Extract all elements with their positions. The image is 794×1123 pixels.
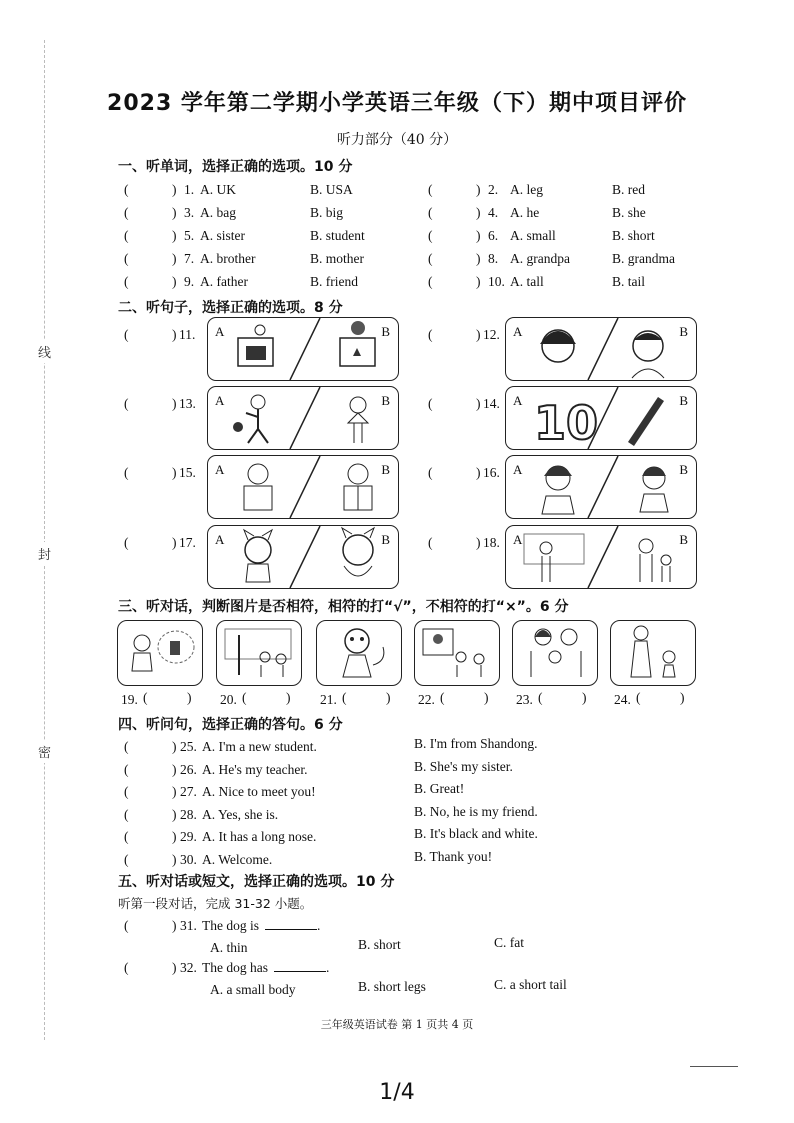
stem-text: The dog is: [202, 918, 259, 933]
option-a[interactable]: A. He's my teacher.: [202, 761, 308, 777]
answer-paren-close[interactable]: ): [172, 182, 177, 197]
question-number: 2.: [488, 182, 499, 197]
answer-paren-open[interactable]: (: [124, 739, 129, 754]
picture-choice-box: [505, 386, 697, 450]
picture-pair-illustration: [506, 387, 696, 449]
picture-card: [414, 620, 500, 686]
answer-paren-open[interactable]: (: [428, 228, 433, 243]
option-b[interactable]: B. tail: [612, 274, 645, 289]
question-number: 1.: [184, 182, 195, 197]
question-number: 8.: [488, 251, 499, 266]
side-mark: 线: [38, 340, 51, 363]
question-number: 20.: [220, 692, 237, 707]
answer-paren-close[interactable]: ): [476, 205, 481, 220]
answer-paren-close[interactable]: ): [172, 228, 177, 243]
question-number: 13.: [179, 396, 196, 411]
picture-choice-box: [207, 525, 399, 589]
option-b[interactable]: B. short legs: [358, 979, 426, 994]
section5-intro: 听第一段对话，完成 31-32 小题。: [118, 896, 313, 911]
answer-paren-open[interactable]: (: [124, 228, 129, 243]
question-number: 14.: [483, 396, 500, 411]
option-a[interactable]: A. bag: [200, 205, 236, 220]
answer-paren-close[interactable]: ): [172, 829, 177, 845]
question-stem: [202, 918, 320, 934]
picture-card-illustration: [415, 621, 499, 685]
answer-paren-open[interactable]: (: [342, 690, 347, 705]
answer-paren-open[interactable]: (: [124, 829, 129, 845]
option-a[interactable]: A. UK: [200, 182, 236, 197]
picture-card: [216, 620, 302, 686]
option-b[interactable]: B. I'm from Shandong.: [414, 736, 538, 751]
picture-pair-illustration: [506, 526, 696, 588]
answer-paren-open[interactable]: (: [428, 182, 433, 197]
binding-line: [44, 40, 45, 1040]
answer-paren-close[interactable]: ): [187, 690, 192, 705]
answer-paren-open[interactable]: (: [428, 535, 433, 550]
stem-text: The dog has: [202, 960, 268, 975]
picture-choice-box: [505, 317, 697, 381]
picture-pair-illustration: [208, 456, 398, 518]
option-b[interactable]: B. student: [310, 228, 365, 243]
answer-paren-open[interactable]: (: [143, 690, 148, 705]
picture-card-illustration: [513, 621, 597, 685]
answer-paren-close[interactable]: ): [172, 739, 177, 754]
question-number: 18.: [483, 535, 500, 550]
question-number: 26.: [180, 761, 197, 777]
answer-paren-close[interactable]: ): [172, 761, 177, 777]
option-b-label[interactable]: B: [381, 393, 390, 408]
answer-paren-open[interactable]: (: [124, 182, 129, 197]
answer-paren-open[interactable]: (: [428, 274, 433, 289]
option-b[interactable]: B. big: [310, 205, 344, 220]
page-title: 2023 学年第二学期小学英语三年级（下）期中项目评价: [107, 91, 687, 116]
answer-blank[interactable]: [274, 961, 326, 972]
answer-paren-close[interactable]: ): [476, 251, 481, 266]
option-a[interactable]: A. Yes, she is.: [202, 806, 279, 822]
option-a[interactable]: A. I'm a new student.: [202, 739, 317, 754]
option-b-label[interactable]: B: [679, 462, 688, 477]
answer-paren-close[interactable]: ): [582, 690, 587, 705]
question-number: 17.: [179, 535, 196, 550]
option-b[interactable]: B. grandma: [612, 251, 675, 266]
picture-card: [512, 620, 598, 686]
picture-card-illustration: [217, 621, 301, 685]
picture-choice-box: [207, 455, 399, 519]
answer-paren-close[interactable]: ): [680, 690, 685, 705]
option-a[interactable]: A. tall: [510, 274, 544, 289]
option-a[interactable]: A. It has a long nose.: [202, 829, 317, 845]
question-number: 15.: [179, 465, 196, 480]
option-a[interactable]: A. brother: [200, 251, 256, 266]
answer-paren-open[interactable]: (: [538, 690, 543, 705]
option-a[interactable]: A. a small body: [210, 982, 296, 997]
answer-paren-open[interactable]: (: [428, 396, 433, 411]
option-b[interactable]: B. Great!: [414, 781, 465, 797]
answer-paren-close[interactable]: ): [172, 852, 177, 867]
question-number: 29.: [180, 829, 197, 845]
stem-end: .: [317, 918, 321, 933]
option-c[interactable]: C. a short tail: [494, 977, 567, 992]
answer-paren-close[interactable]: ): [172, 784, 177, 800]
question-number: 12.: [483, 327, 500, 342]
picture-card: [610, 620, 696, 686]
picture-pair-illustration: [506, 318, 696, 380]
answer-paren-close[interactable]: ): [172, 251, 177, 266]
option-c[interactable]: C. fat: [494, 935, 524, 950]
question-number: 21.: [320, 692, 337, 707]
option-a-label[interactable]: A: [513, 462, 523, 477]
answer-paren-open[interactable]: (: [428, 205, 433, 220]
section5-heading: 五、听对话或短文，选择正确的选项。10 分: [118, 874, 395, 890]
option-a-label[interactable]: A: [513, 324, 523, 339]
option-b-label[interactable]: B: [679, 532, 688, 547]
answer-paren-open[interactable]: (: [124, 761, 129, 777]
option-b-label[interactable]: B: [381, 324, 390, 339]
answer-paren-open[interactable]: (: [242, 690, 247, 705]
stem-end: .: [325, 960, 330, 975]
answer-paren-open[interactable]: (: [440, 690, 445, 705]
question-number: 5.: [184, 228, 195, 243]
question-stem: [202, 960, 329, 976]
answer-paren-open[interactable]: (: [124, 535, 129, 550]
page-footer: 三年级英语试卷 第 1 页共 4 页: [320, 1018, 474, 1031]
answer-paren-open[interactable]: (: [124, 465, 129, 480]
section4-heading: 四、听问句，选择正确的答句。6 分: [118, 717, 343, 733]
option-b[interactable]: B. Thank you!: [414, 849, 493, 864]
picture-card: [316, 620, 402, 686]
picture-card-illustration: [118, 621, 202, 685]
answer-paren-close[interactable]: ): [476, 465, 481, 480]
answer-paren-close[interactable]: ): [172, 918, 177, 933]
scan-mark: [690, 1066, 738, 1067]
picture-card-illustration: [611, 621, 695, 685]
question-number: 25.: [180, 739, 197, 754]
answer-paren-close[interactable]: ): [476, 274, 481, 289]
answer-paren-open[interactable]: (: [124, 806, 129, 822]
option-b-label[interactable]: B: [381, 462, 390, 477]
option-b[interactable]: B. It's black and white.: [414, 826, 538, 842]
answer-paren-open[interactable]: (: [124, 852, 129, 867]
option-a-label[interactable]: A: [215, 532, 225, 547]
question-number: 23.: [516, 692, 533, 707]
answer-blank[interactable]: [265, 919, 317, 930]
answer-paren-open[interactable]: (: [124, 251, 129, 266]
question-number: 7.: [184, 251, 195, 266]
section2-heading: 二、听句子，选择正确的选项。8 分: [118, 300, 343, 316]
answer-paren-close[interactable]: ): [476, 182, 481, 197]
option-a[interactable]: A. leg: [510, 182, 543, 197]
option-b[interactable]: B. friend: [310, 274, 358, 289]
picture-pair-illustration: [208, 387, 398, 449]
answer-paren-open[interactable]: (: [428, 251, 433, 266]
section1-heading: 一、听单词，选择正确的选项。10 分: [118, 159, 353, 175]
answer-paren-close[interactable]: ): [286, 690, 291, 705]
option-b-label[interactable]: B: [679, 324, 688, 339]
picture-pair-illustration: [208, 318, 398, 380]
option-a-label[interactable]: A: [513, 532, 523, 547]
option-a-label[interactable]: A: [215, 324, 225, 339]
picture-pair-illustration: [208, 526, 398, 588]
option-a[interactable]: A. Welcome.: [202, 852, 273, 867]
answer-paren-close[interactable]: ): [386, 690, 391, 705]
question-number: 6.: [488, 228, 499, 243]
question-number: 9.: [184, 274, 195, 289]
picture-pair-illustration: [506, 456, 696, 518]
answer-paren-open[interactable]: (: [428, 465, 433, 480]
picture-choice-box: [505, 525, 697, 589]
answer-paren-open[interactable]: (: [636, 690, 641, 705]
question-number: 3.: [184, 205, 195, 220]
answer-paren-close[interactable]: ): [172, 274, 177, 289]
answer-paren-close[interactable]: ): [476, 327, 481, 342]
question-number: 4.: [488, 205, 499, 220]
answer-paren-open[interactable]: (: [124, 784, 129, 800]
option-a-label[interactable]: A: [215, 393, 225, 408]
option-a[interactable]: A. Nice to meet you!: [202, 784, 316, 800]
answer-paren-close[interactable]: ): [476, 396, 481, 411]
answer-paren-open[interactable]: (: [124, 396, 129, 411]
answer-paren-close[interactable]: ): [476, 228, 481, 243]
option-b[interactable]: B. short: [358, 937, 401, 952]
question-number: 24.: [614, 692, 631, 707]
option-a[interactable]: A. thin: [210, 940, 248, 955]
svg-text:10: 10: [534, 396, 599, 449]
picture-choice-box: [207, 317, 399, 381]
option-b-label[interactable]: B: [679, 393, 688, 408]
question-number: 16.: [483, 465, 500, 480]
answer-paren-open[interactable]: (: [428, 327, 433, 342]
question-number: 27.: [180, 784, 197, 800]
answer-paren-close[interactable]: ): [172, 396, 177, 411]
option-a[interactable]: A. small: [510, 228, 556, 243]
question-number: 19.: [121, 692, 138, 707]
picture-choice-box: [207, 386, 399, 450]
option-a[interactable]: A. father: [200, 274, 248, 289]
answer-paren-close[interactable]: ): [172, 205, 177, 220]
question-number: 22.: [418, 692, 435, 707]
option-a-label[interactable]: A: [215, 462, 225, 477]
answer-paren-close[interactable]: ): [172, 327, 177, 342]
side-mark: 封: [38, 542, 51, 565]
option-a[interactable]: A. sister: [200, 228, 245, 243]
option-a[interactable]: A. he: [510, 205, 540, 220]
question-number: 11.: [179, 327, 196, 342]
option-b[interactable]: B. she: [612, 205, 646, 220]
option-b[interactable]: B. USA: [310, 182, 353, 197]
answer-paren-close[interactable]: ): [172, 806, 177, 822]
side-mark: 密: [38, 740, 51, 763]
answer-paren-open[interactable]: (: [124, 960, 129, 975]
option-b[interactable]: B. mother: [310, 251, 364, 266]
answer-paren-open[interactable]: (: [124, 205, 129, 220]
question-number: 10.: [488, 274, 505, 289]
question-number: 28.: [180, 806, 197, 822]
page-subtitle: 听力部分（40 分）: [336, 132, 458, 148]
picture-card-illustration: [317, 621, 401, 685]
question-number: 32.: [180, 960, 197, 975]
answer-paren-close[interactable]: ): [172, 535, 177, 550]
option-b-label[interactable]: B: [381, 532, 390, 547]
answer-paren-close[interactable]: ): [484, 690, 489, 705]
question-number: 31.: [180, 918, 197, 933]
answer-paren-open[interactable]: (: [124, 918, 129, 933]
answer-paren-open[interactable]: (: [124, 274, 129, 289]
section3-heading: 三、听对话，判断图片是否相符，相符的打“√”，不相符的打“×”。6 分: [118, 599, 569, 615]
answer-paren-open[interactable]: (: [124, 327, 129, 342]
picture-card: [117, 620, 203, 686]
answer-paren-close[interactable]: ): [172, 960, 177, 975]
option-b[interactable]: B. No, he is my friend.: [414, 803, 538, 819]
page-indicator[interactable]: 1/4: [379, 1080, 415, 1105]
answer-paren-close[interactable]: ): [476, 535, 481, 550]
answer-paren-close[interactable]: ): [172, 465, 177, 480]
option-b[interactable]: B. She's my sister.: [414, 758, 513, 774]
option-b[interactable]: B. short: [612, 228, 655, 243]
picture-choice-box: [505, 455, 697, 519]
option-b[interactable]: B. red: [612, 182, 645, 197]
question-number: 30.: [180, 852, 197, 867]
option-a-label[interactable]: A: [513, 393, 523, 408]
option-a[interactable]: A. grandpa: [510, 251, 570, 266]
